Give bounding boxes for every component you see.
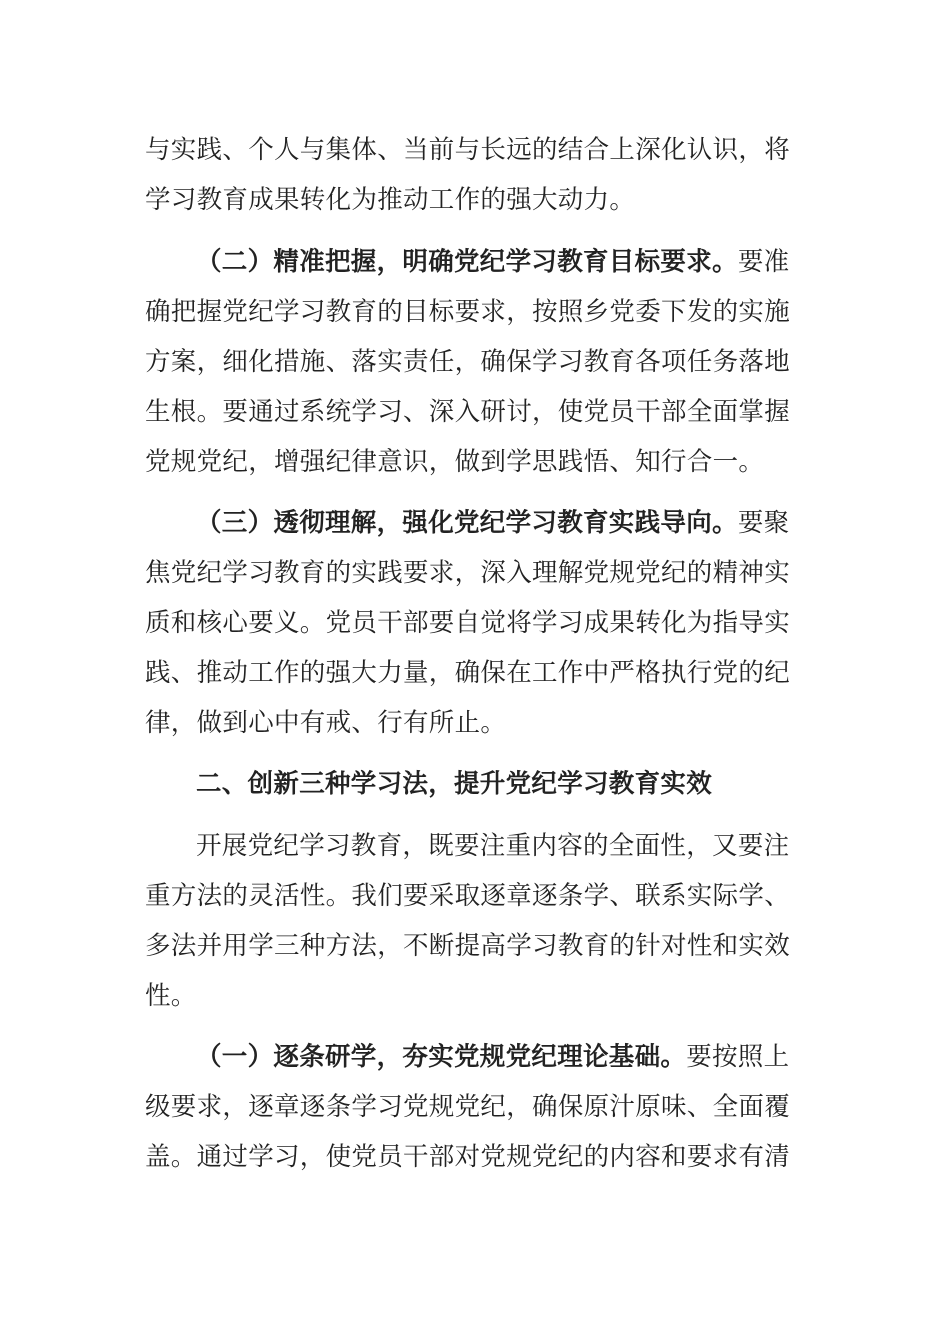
paragraph-line: 党规党纪，增强纪律意识，做到学思践悟、知行合一。 xyxy=(145,447,765,477)
subheading-line xyxy=(196,507,810,539)
section-heading-text: 二、创新三种学习法，提升党纪学习教育实效 xyxy=(196,769,713,799)
paragraph-line: 多法并用学三种方法，不断提高学习教育的针对性和实效 xyxy=(145,931,791,961)
paragraph-line: 方案，细化措施、落实责任，确保学习教育各项任务落地 xyxy=(145,347,791,377)
section-heading xyxy=(196,768,810,800)
subheading-rest-text: 要聚 xyxy=(737,508,790,538)
paragraph-line: 开展党纪学习教育，既要注重内容的全面性，又要注 xyxy=(196,831,790,861)
subheading-line xyxy=(196,246,810,278)
paragraph-line: 重方法的灵活性。我们要采取逐章逐条学、联系实际学、 xyxy=(145,881,791,911)
paragraph-line: 生根。要通过系统学习、深入研讨，使党员干部全面掌握 xyxy=(145,397,791,427)
paragraph-line: 级要求，逐章逐条学习党规党纪，确保原汁原味、全面覆 xyxy=(145,1092,791,1122)
subheading-rest-text: 要准 xyxy=(737,247,790,277)
paragraph-line: 质和核心要义。党员干部要自觉将学习成果转化为指导实 xyxy=(145,608,791,638)
subheading-bold-text: （一）逐条研学，夯实党规党纪理论基础。 xyxy=(196,1042,687,1072)
subheading-bold-text: （二）精准把握，明确党纪学习教育目标要求。 xyxy=(196,247,738,277)
subheading-rest-text: 要按照上 xyxy=(686,1042,790,1072)
paragraph-line: 盖。通过学习，使党员干部对党规党纪的内容和要求有清 xyxy=(145,1142,791,1172)
paragraph-line: 践、推动工作的强大力量，确保在工作中严格执行党的纪 xyxy=(145,658,791,688)
subheading-line xyxy=(196,1041,810,1073)
paragraph-line: 学习教育成果转化为推动工作的强大动力。 xyxy=(145,185,636,215)
subheading-bold-text: （三）透彻理解，强化党纪学习教育实践导向。 xyxy=(196,508,738,538)
paragraph-line: 焦党纪学习教育的实践要求，深入理解党规党纪的精神实 xyxy=(145,558,791,588)
paragraph-line: 律，做到心中有戒、行有所止。 xyxy=(145,708,507,738)
paragraph-line: 确把握党纪学习教育的目标要求，按照乡党委下发的实施 xyxy=(145,297,791,327)
paragraph-line: 与实践、个人与集体、当前与长远的结合上深化认识，将 xyxy=(145,135,791,165)
paragraph-line: 性。 xyxy=(145,981,197,1011)
